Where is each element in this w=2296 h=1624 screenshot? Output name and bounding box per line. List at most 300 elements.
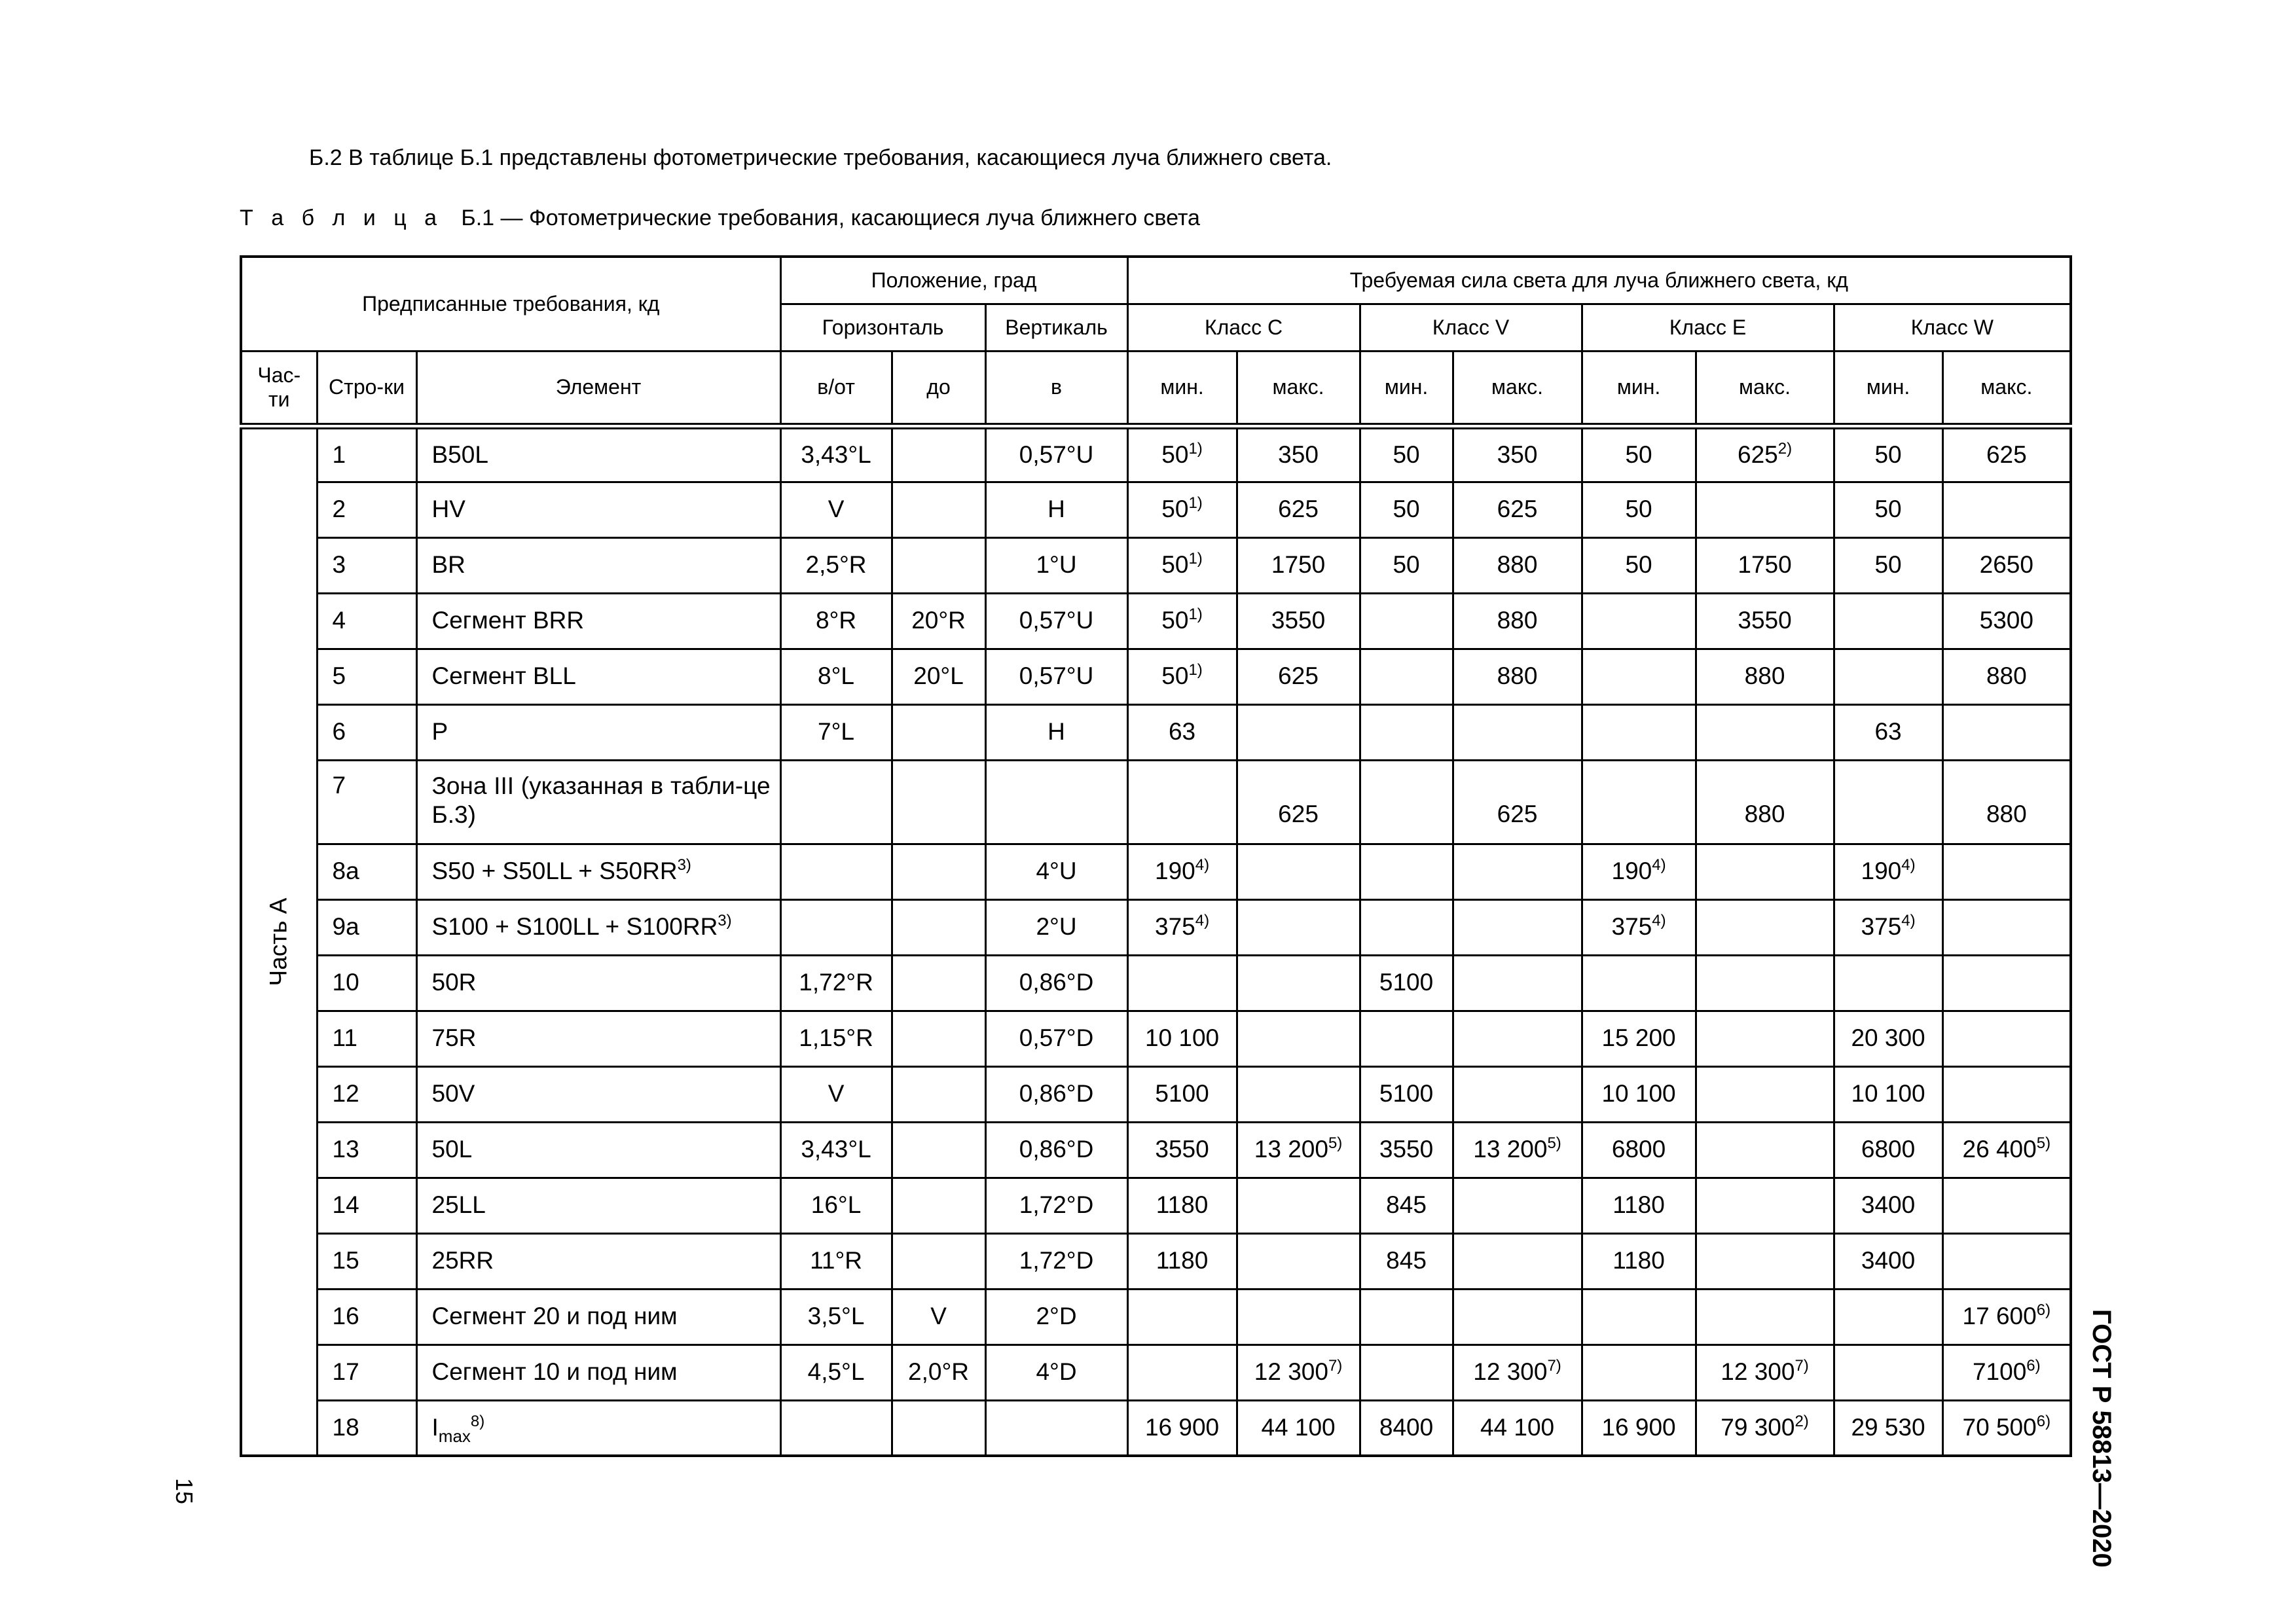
position-v-cell xyxy=(985,537,1127,593)
intensity-c-max-cell xyxy=(1237,1233,1360,1289)
intensity-value: 625 xyxy=(1986,441,2027,468)
position-from: 3,5°L xyxy=(807,1303,865,1330)
position-to-cell xyxy=(892,1122,985,1178)
intensity-value: 17 600 xyxy=(1962,1303,2037,1330)
position-from: 7°L xyxy=(818,718,854,746)
intensity-value: 845 xyxy=(1386,1247,1427,1274)
position-v: 0,86°D xyxy=(1019,1080,1094,1108)
table-row xyxy=(241,426,2071,482)
intensity-value: 7100 xyxy=(1972,1358,2027,1386)
table-row xyxy=(241,1289,2071,1344)
intensity-w-max-cell xyxy=(1942,1066,2071,1122)
table-caption-text: Б.1 — Фотометрические требования, касающиеся луча ближнего света xyxy=(461,206,1200,230)
header-max-e: макс. xyxy=(1696,351,1834,426)
table-row xyxy=(241,844,2071,899)
intensity-w-min-cell xyxy=(1834,1178,1942,1233)
row-number: 4 xyxy=(332,607,346,634)
element-cell xyxy=(416,955,780,1011)
intensity-w-max-cell xyxy=(1942,649,2071,704)
intensity-c-min-cell xyxy=(1127,426,1237,482)
intensity-v-max-cell xyxy=(1453,1233,1582,1289)
position-to-cell xyxy=(892,844,985,899)
intensity-footnote: 2) xyxy=(1795,1412,1809,1430)
intensity-v-max-cell xyxy=(1453,704,1582,760)
intensity-value: 10 100 xyxy=(1851,1080,1925,1108)
intensity-value: 13 200 xyxy=(1473,1136,1548,1163)
element-name: BR xyxy=(431,551,465,579)
intensity-value: 50 xyxy=(1625,551,1652,579)
intensity-value: 880 xyxy=(1497,662,1538,690)
element-name: P xyxy=(431,718,448,746)
intensity-c-max-cell xyxy=(1237,1178,1360,1233)
intensity-w-max-cell xyxy=(1942,704,2071,760)
position-to-cell xyxy=(892,1289,985,1344)
intensity-w-max-cell xyxy=(1942,1011,2071,1066)
intensity-footnote: 1) xyxy=(1188,494,1203,513)
intensity-c-max-cell xyxy=(1237,537,1360,593)
intensity-c-min-cell xyxy=(1127,955,1237,1011)
row-number: 16 xyxy=(332,1303,359,1330)
intensity-e-min-cell xyxy=(1582,899,1696,955)
element-cell xyxy=(416,1122,780,1178)
intensity-c-max-cell xyxy=(1237,899,1360,955)
intensity-e-max-cell xyxy=(1696,1233,1834,1289)
intensity-c-min-cell xyxy=(1127,1066,1237,1122)
position-to-cell xyxy=(892,649,985,704)
position-to-cell xyxy=(892,955,985,1011)
element-cell xyxy=(416,1178,780,1233)
intensity-w-min-cell xyxy=(1834,537,1942,593)
intensity-v-min-cell xyxy=(1360,704,1453,760)
intensity-footnote: 5) xyxy=(2036,1134,2051,1153)
intensity-footnote: 4) xyxy=(1195,856,1210,875)
intensity-value: 10 100 xyxy=(1144,1024,1220,1052)
row-number: 5 xyxy=(332,662,346,690)
position-from-cell xyxy=(780,1400,892,1456)
header-max-w: макс. xyxy=(1942,351,2071,426)
table-body xyxy=(241,426,2071,1456)
intensity-c-min-cell xyxy=(1127,482,1237,537)
intensity-value: 880 xyxy=(1986,800,2027,827)
intensity-value: 44 100 xyxy=(1480,1413,1555,1441)
row-number: 1 xyxy=(332,441,346,468)
table-row xyxy=(241,1011,2071,1066)
header-prescribed: Предписанные требования, кд xyxy=(241,257,780,351)
intensity-e-max-cell xyxy=(1696,955,1834,1011)
intensity-value: 3400 xyxy=(1861,1191,1916,1219)
position-from-cell xyxy=(780,1178,892,1233)
intensity-value: 63 xyxy=(1874,718,1902,746)
position-v-cell xyxy=(985,1233,1127,1289)
position-v: 1,72°D xyxy=(1019,1191,1094,1219)
intensity-c-min-cell xyxy=(1127,593,1237,649)
intensity-value: 12 300 xyxy=(1473,1358,1548,1386)
position-from-cell xyxy=(780,537,892,593)
intensity-e-min-cell xyxy=(1582,1122,1696,1178)
intensity-value: 6800 xyxy=(1861,1136,1916,1163)
photometric-table xyxy=(240,255,2072,1457)
element-name: 25RR xyxy=(431,1247,494,1274)
position-v: H xyxy=(1048,496,1065,523)
element-cell xyxy=(416,844,780,899)
position-from-cell xyxy=(780,704,892,760)
intensity-footnote: 2) xyxy=(1777,439,1793,458)
intensity-value: 16 900 xyxy=(1601,1413,1676,1441)
element-name: Сегмент BLL xyxy=(431,662,576,690)
position-v: 4°D xyxy=(1036,1358,1077,1386)
intensity-v-min-cell xyxy=(1360,955,1453,1011)
intensity-w-min-cell xyxy=(1834,1289,1942,1344)
row-number-cell xyxy=(317,1066,416,1122)
intensity-v-min-cell xyxy=(1360,1178,1453,1233)
intensity-value: 625 xyxy=(1738,441,1778,468)
part-cell xyxy=(241,426,317,1456)
intensity-w-max-cell xyxy=(1942,1344,2071,1400)
position-to-cell xyxy=(892,760,985,844)
row-number-cell xyxy=(317,704,416,760)
intensity-c-max-cell xyxy=(1237,1344,1360,1400)
intensity-v-max-cell xyxy=(1453,955,1582,1011)
element-name: Зона III (указанная в табли-це Б.3) xyxy=(431,772,771,828)
row-number: 12 xyxy=(332,1080,359,1108)
position-from-cell xyxy=(780,1233,892,1289)
row-number-cell xyxy=(317,1233,416,1289)
intensity-v-max-cell xyxy=(1453,426,1582,482)
position-from-cell xyxy=(780,844,892,899)
position-to-cell xyxy=(892,426,985,482)
position-to-cell xyxy=(892,899,985,955)
intensity-value: 3550 xyxy=(1271,607,1326,634)
intensity-v-max-cell xyxy=(1453,1178,1582,1233)
intensity-value: 625 xyxy=(1497,800,1538,827)
row-number: 7 xyxy=(332,771,346,799)
row-number-cell xyxy=(317,1122,416,1178)
position-from: 16°L xyxy=(811,1191,862,1219)
intensity-value: 1750 xyxy=(1271,551,1326,579)
position-v: 0,86°D xyxy=(1019,1136,1094,1163)
intensity-value: 1180 xyxy=(1156,1247,1209,1274)
intensity-value: 880 xyxy=(1986,662,2027,690)
intensity-w-max-cell xyxy=(1942,760,2071,844)
position-from: 1,72°R xyxy=(799,969,873,996)
intensity-c-max-cell xyxy=(1237,1066,1360,1122)
row-number: 18 xyxy=(332,1413,359,1441)
intensity-footnote: 6) xyxy=(2026,1357,2041,1375)
intensity-footnote: 5) xyxy=(1547,1134,1561,1153)
row-number: 2 xyxy=(332,496,346,523)
intensity-w-min-cell xyxy=(1834,1122,1942,1178)
position-from: 3,43°L xyxy=(801,441,871,468)
position-v: 1°U xyxy=(1036,551,1077,579)
position-v-cell xyxy=(985,1289,1127,1344)
intensity-value: 63 xyxy=(1168,718,1196,746)
element-name: 25LL xyxy=(431,1191,486,1219)
header-position: Положение, град xyxy=(780,257,1127,304)
intensity-value: 350 xyxy=(1278,441,1319,468)
intensity-w-min-cell xyxy=(1834,1011,1942,1066)
element-cell xyxy=(416,760,780,844)
element-name: Сегмент 20 и под ним xyxy=(431,1303,678,1330)
table-row xyxy=(241,760,2071,844)
position-from-cell xyxy=(780,1011,892,1066)
element-cell xyxy=(416,537,780,593)
intensity-footnote: 7) xyxy=(1795,1357,1809,1375)
intensity-e-max-cell xyxy=(1696,760,1834,844)
intensity-value: 16 900 xyxy=(1144,1413,1220,1441)
intensity-e-min-cell xyxy=(1582,760,1696,844)
row-number: 6 xyxy=(332,718,346,746)
position-v: 4°U xyxy=(1036,857,1077,885)
row-number: 14 xyxy=(332,1191,359,1219)
intensity-value: 5100 xyxy=(1379,969,1434,996)
position-from-cell xyxy=(780,593,892,649)
position-v-cell xyxy=(985,1178,1127,1233)
intensity-value: 50 xyxy=(1393,496,1420,523)
header-horizontal: Горизонталь xyxy=(780,304,985,351)
row-number: 11 xyxy=(332,1024,357,1052)
row-number-cell xyxy=(317,537,416,593)
intensity-c-min-cell xyxy=(1127,537,1237,593)
position-from: 11°R xyxy=(810,1247,862,1274)
intensity-e-min-cell xyxy=(1582,1289,1696,1344)
position-from: 4,5°L xyxy=(807,1358,865,1386)
intensity-v-min-cell xyxy=(1360,1344,1453,1400)
intensity-e-min-cell xyxy=(1582,844,1696,899)
intensity-e-min-cell xyxy=(1582,649,1696,704)
header-max-c: макс. xyxy=(1237,351,1360,426)
intensity-value: 50 xyxy=(1161,607,1189,634)
row-number-cell xyxy=(317,649,416,704)
intensity-value: 190 xyxy=(1861,857,1902,885)
position-from: 3,43°L xyxy=(801,1136,871,1163)
intensity-c-min-cell xyxy=(1127,1122,1237,1178)
intensity-w-min-cell xyxy=(1834,955,1942,1011)
element-cell xyxy=(416,1344,780,1400)
element-name: 50R xyxy=(431,969,477,996)
intensity-footnote: 4) xyxy=(1195,912,1210,930)
position-to: 20°R xyxy=(911,607,966,634)
intensity-v-max-cell xyxy=(1453,537,1582,593)
table-row xyxy=(241,537,2071,593)
row-number: 10 xyxy=(332,969,359,996)
intensity-w-min-cell xyxy=(1834,1066,1942,1122)
element-cell xyxy=(416,1400,780,1456)
intensity-value: 880 xyxy=(1497,607,1538,634)
intensity-value: 375 xyxy=(1861,913,1902,941)
element-name: Сегмент BRR xyxy=(431,607,585,634)
intensity-e-max-cell xyxy=(1696,482,1834,537)
row-number-cell xyxy=(317,760,416,844)
position-v: H xyxy=(1048,718,1065,746)
position-from: V xyxy=(828,1080,845,1108)
position-from: V xyxy=(828,496,845,523)
intensity-value: 50 xyxy=(1161,551,1189,579)
intensity-value: 29 530 xyxy=(1851,1413,1925,1441)
intensity-footnote: 7) xyxy=(1547,1357,1561,1375)
header-class-w: Класс W xyxy=(1834,304,2071,351)
intensity-value: 26 400 xyxy=(1962,1136,2037,1163)
intensity-c-max-cell xyxy=(1237,844,1360,899)
table-row xyxy=(241,1400,2071,1456)
intensity-c-max-cell xyxy=(1237,955,1360,1011)
intensity-value: 50 xyxy=(1161,496,1189,523)
intensity-value: 3400 xyxy=(1861,1247,1916,1274)
position-v-cell xyxy=(985,1066,1127,1122)
intensity-v-min-cell xyxy=(1360,1400,1453,1456)
intensity-e-min-cell xyxy=(1582,593,1696,649)
intensity-v-min-cell xyxy=(1360,1233,1453,1289)
row-number-cell xyxy=(317,1289,416,1344)
position-from-cell xyxy=(780,426,892,482)
intensity-c-min-cell xyxy=(1127,1400,1237,1456)
intensity-w-max-cell xyxy=(1942,426,2071,482)
row-number: 15 xyxy=(332,1247,359,1274)
intensity-footnote: 1) xyxy=(1188,605,1203,624)
intensity-c-min-cell xyxy=(1127,1344,1237,1400)
header-min-w: мин. xyxy=(1834,351,1942,426)
intensity-value: 880 xyxy=(1497,551,1538,579)
header-element: Элемент xyxy=(416,351,780,426)
intensity-value: 5100 xyxy=(1379,1080,1434,1108)
position-from-cell xyxy=(780,1344,892,1400)
row-number-cell xyxy=(317,1011,416,1066)
table-row xyxy=(241,899,2071,955)
intensity-value: 375 xyxy=(1155,913,1195,941)
intensity-e-min-cell xyxy=(1582,955,1696,1011)
intensity-e-max-cell xyxy=(1696,704,1834,760)
row-number-cell xyxy=(317,955,416,1011)
intensity-c-max-cell xyxy=(1237,1011,1360,1066)
intensity-footnote: 4) xyxy=(1652,912,1666,930)
page-number: 15 xyxy=(171,1478,198,1505)
element-cell xyxy=(416,1289,780,1344)
row-number-cell xyxy=(317,899,416,955)
intensity-v-max-cell xyxy=(1453,482,1582,537)
element-footnote: 8) xyxy=(470,1412,485,1430)
intensity-w-min-cell xyxy=(1834,649,1942,704)
position-v-cell xyxy=(985,1011,1127,1066)
position-from-cell xyxy=(780,760,892,844)
row-number-cell xyxy=(317,593,416,649)
intensity-c-min-cell xyxy=(1127,649,1237,704)
position-to: V xyxy=(930,1303,947,1330)
element-cell xyxy=(416,649,780,704)
intensity-e-min-cell xyxy=(1582,1233,1696,1289)
position-v-cell xyxy=(985,482,1127,537)
table-row xyxy=(241,955,2071,1011)
intensity-value: 13 200 xyxy=(1254,1136,1328,1163)
intensity-value: 375 xyxy=(1611,913,1652,941)
intensity-v-min-cell xyxy=(1360,899,1453,955)
header-from: в/от xyxy=(780,351,892,426)
position-to-cell xyxy=(892,593,985,649)
intensity-footnote: 5) xyxy=(1328,1134,1343,1153)
intensity-e-min-cell xyxy=(1582,426,1696,482)
intensity-value: 6800 xyxy=(1611,1136,1666,1163)
intensity-w-max-cell xyxy=(1942,1122,2071,1178)
position-to-cell xyxy=(892,1233,985,1289)
intensity-value: 50 xyxy=(1874,496,1902,523)
intensity-e-min-cell xyxy=(1582,1011,1696,1066)
intensity-v-min-cell xyxy=(1360,426,1453,482)
intensity-value: 880 xyxy=(1744,662,1785,690)
table-row xyxy=(241,482,2071,537)
intensity-v-max-cell xyxy=(1453,1066,1582,1122)
position-to-cell xyxy=(892,1178,985,1233)
intensity-v-max-cell xyxy=(1453,593,1582,649)
position-v-cell xyxy=(985,1344,1127,1400)
intensity-value: 625 xyxy=(1497,496,1538,523)
intensity-w-max-cell xyxy=(1942,593,2071,649)
intensity-c-min-cell xyxy=(1127,1233,1237,1289)
header-in: в xyxy=(985,351,1127,426)
intensity-c-max-cell xyxy=(1237,1400,1360,1456)
table-caption xyxy=(240,206,1200,231)
intensity-e-max-cell xyxy=(1696,1400,1834,1456)
intensity-c-min-cell xyxy=(1127,844,1237,899)
intensity-w-min-cell xyxy=(1834,704,1942,760)
intensity-e-min-cell xyxy=(1582,704,1696,760)
intensity-value: 5300 xyxy=(1979,607,2033,634)
element-cell xyxy=(416,704,780,760)
intensity-e-min-cell xyxy=(1582,1344,1696,1400)
intensity-footnote: 6) xyxy=(2036,1412,2051,1430)
intensity-w-min-cell xyxy=(1834,426,1942,482)
intensity-e-min-cell xyxy=(1582,1400,1696,1456)
intensity-v-min-cell xyxy=(1360,649,1453,704)
intensity-e-min-cell xyxy=(1582,1178,1696,1233)
intensity-footnote: 6) xyxy=(2036,1301,2051,1320)
intensity-c-min-cell xyxy=(1127,1289,1237,1344)
position-v-cell xyxy=(985,704,1127,760)
intensity-value: 8400 xyxy=(1379,1413,1434,1441)
header-min-e: мин. xyxy=(1582,351,1696,426)
table-row xyxy=(241,704,2071,760)
table-row xyxy=(241,1344,2071,1400)
position-to-cell xyxy=(892,1344,985,1400)
position-to: 20°L xyxy=(913,662,964,690)
intensity-e-max-cell xyxy=(1696,1122,1834,1178)
intensity-value: 1750 xyxy=(1738,551,1792,579)
intensity-value: 2650 xyxy=(1979,551,2033,579)
intensity-value: 44 100 xyxy=(1261,1413,1336,1441)
intensity-v-max-cell xyxy=(1453,1400,1582,1456)
position-to-cell xyxy=(892,1400,985,1456)
position-to-cell xyxy=(892,482,985,537)
position-v-cell xyxy=(985,593,1127,649)
intensity-value: 50 xyxy=(1625,441,1652,468)
element-name: I xyxy=(431,1413,439,1441)
intensity-e-max-cell xyxy=(1696,1289,1834,1344)
intensity-e-max-cell xyxy=(1696,1011,1834,1066)
intensity-c-min-cell xyxy=(1127,1011,1237,1066)
intensity-w-min-cell xyxy=(1834,899,1942,955)
intensity-value: 12 300 xyxy=(1721,1358,1795,1386)
intensity-e-max-cell xyxy=(1696,844,1834,899)
intensity-c-min-cell xyxy=(1127,1178,1237,1233)
intensity-w-max-cell xyxy=(1942,1233,2071,1289)
element-name: S50 + S50LL + S50RR xyxy=(431,857,678,885)
position-to: 2,0°R xyxy=(908,1358,969,1386)
position-v-cell xyxy=(985,649,1127,704)
intensity-c-max-cell xyxy=(1237,426,1360,482)
element-cell xyxy=(416,1233,780,1289)
position-v-cell xyxy=(985,426,1127,482)
intensity-v-max-cell xyxy=(1453,1344,1582,1400)
intensity-value: 50 xyxy=(1393,441,1420,468)
intensity-w-max-cell xyxy=(1942,955,2071,1011)
intensity-value: 70 500 xyxy=(1962,1413,2037,1441)
